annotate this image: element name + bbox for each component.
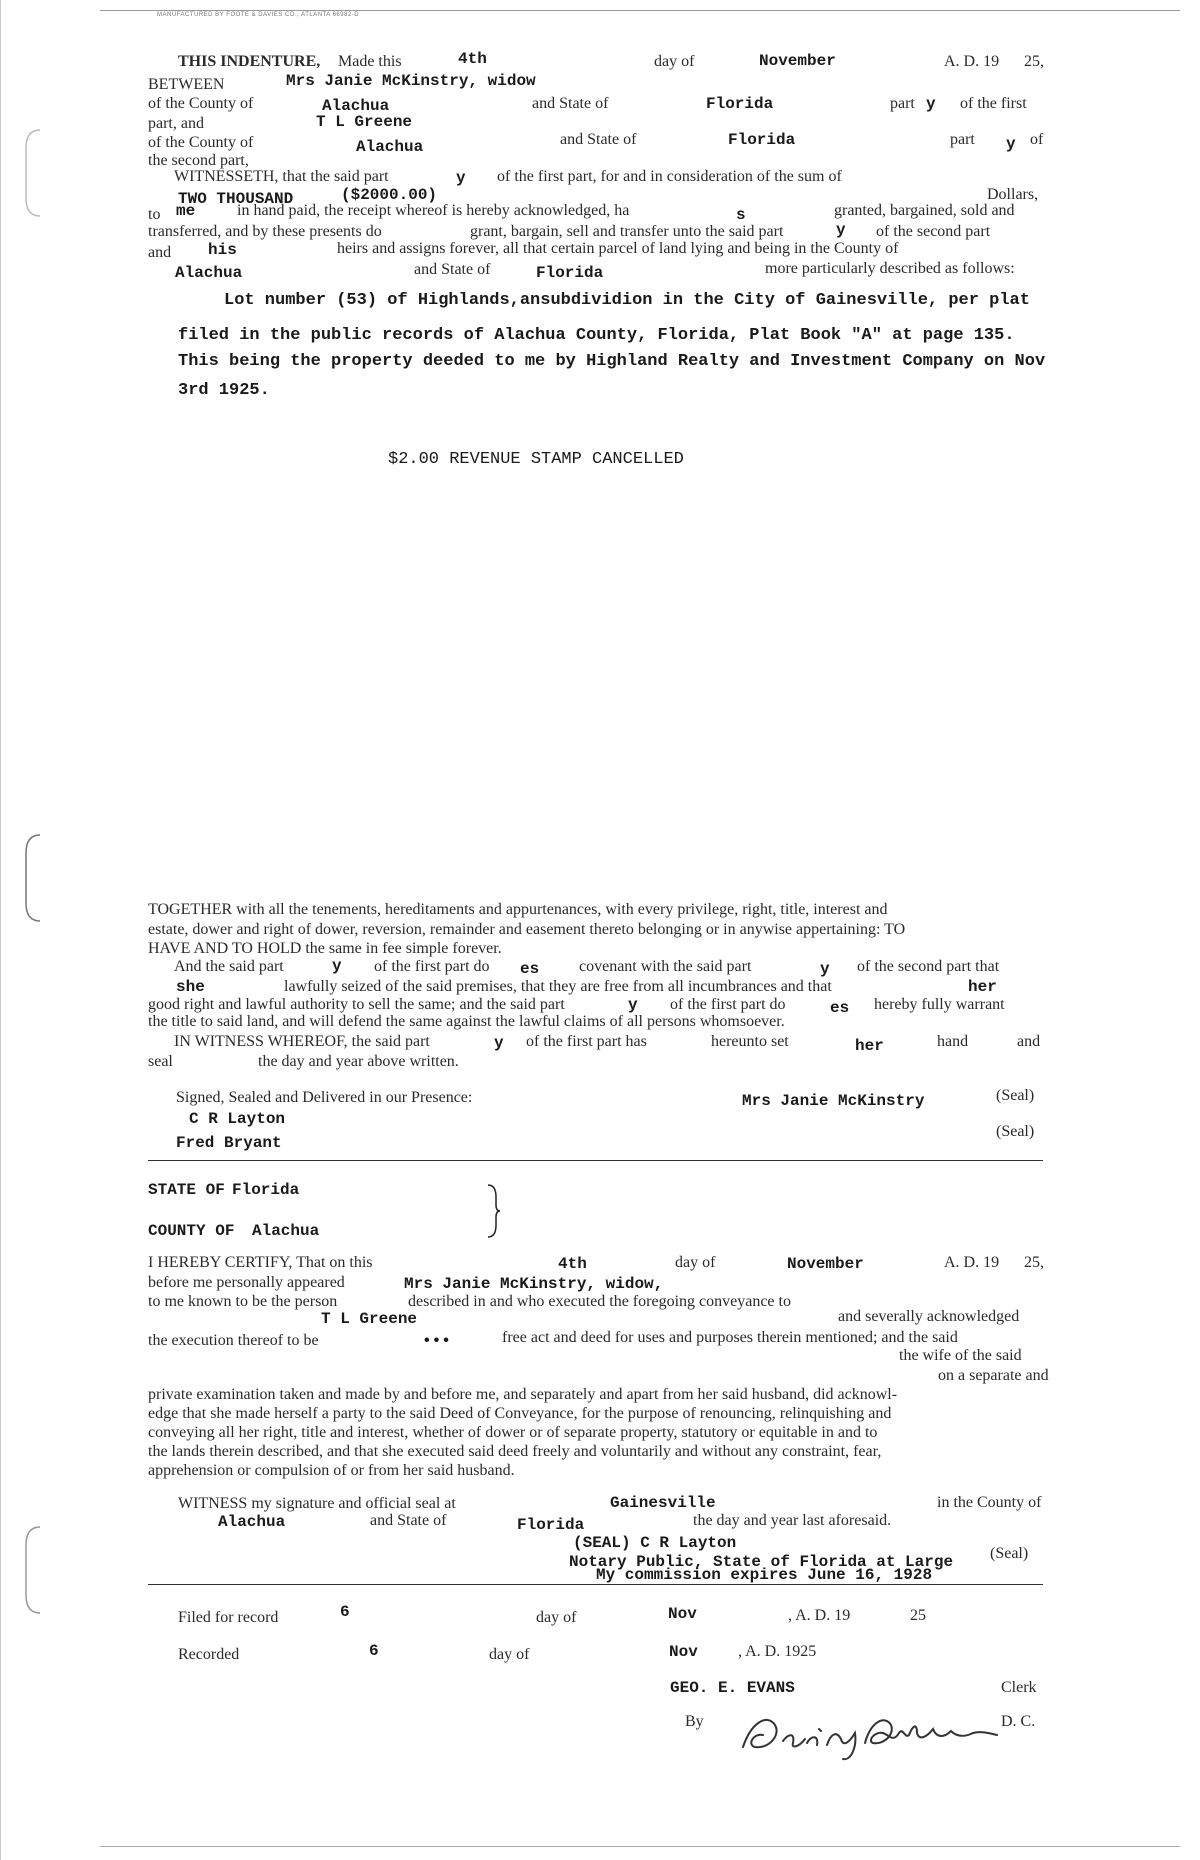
dollars-label: Dollars, xyxy=(987,186,1039,203)
top-rule xyxy=(100,10,1180,11)
witnesseth-text: WITNESSETH, that the said part xyxy=(174,168,389,185)
covenant-her: her xyxy=(968,978,997,996)
ack-day-of: day of xyxy=(675,1254,716,1271)
transferred-text: transferred, and by these presents do xyxy=(148,223,382,240)
party-suffix: y xyxy=(926,95,936,113)
unto-suffix: y xyxy=(836,221,846,239)
witness-seal-text: WITNESS my signature and official seal at xyxy=(178,1495,456,1512)
exam-line-1: private examination taken and made by and before me, and separately and apart from her said husband, did acknowl- xyxy=(148,1386,898,1403)
state-label: STATE OF xyxy=(148,1181,225,1199)
witnesseth-suffix: y xyxy=(456,169,466,187)
section-divider-2 xyxy=(148,1584,1043,1585)
title-defend-text: the title to said land, and will defend the same against the lawful claims of all persons whomsoever. xyxy=(148,1013,785,1030)
covenant-text-6: hereby fully warrant xyxy=(874,996,1005,1013)
by-label: By xyxy=(685,1713,704,1730)
together-line-2: estate, dower and right of dower, reversion, remainder and easement thereto belonging or in anywise appertaining: TO xyxy=(148,921,906,938)
free-act-text: free act and deed for uses and purposes therein mentioned; and the said xyxy=(502,1329,958,1346)
his-label: his xyxy=(208,241,237,259)
signed-sealed-label: Signed, Sealed and Delivered in our Presence: xyxy=(176,1089,473,1106)
between-label: BETWEEN xyxy=(148,76,225,93)
ack-month: November xyxy=(787,1255,864,1273)
covenant-text-1: And the said part xyxy=(174,958,284,975)
notary-title: Notary Public, State of Florida at Large xyxy=(569,1553,954,1571)
ack-year-comma: , xyxy=(1040,1254,1044,1271)
ack-day: 4th xyxy=(558,1255,587,1273)
ack-grantee-name: T L Greene xyxy=(321,1310,418,1328)
granted-text: granted, bargained, sold and xyxy=(834,202,1015,219)
filed-day-of: day of xyxy=(536,1609,577,1626)
legal-description-line-4: 3rd 1925. xyxy=(178,381,270,400)
of-label: of xyxy=(1030,131,1044,148)
county-label: COUNTY OF xyxy=(148,1222,235,1240)
grantor-state: Florida xyxy=(706,95,774,113)
witness-county: Alachua xyxy=(218,1513,286,1531)
exam-line-2: edge that she made herself a party to the said Deed of Conveyance, for the purpose of renouncing, relinquishing and xyxy=(148,1405,892,1422)
made-this-label: Made this xyxy=(338,53,402,70)
grantor-county: Alachua xyxy=(322,97,390,115)
legal-description-line-3: This being the property deeded to me by Highland Realty and Investment Company on Nov xyxy=(178,352,1046,371)
covenant-text-4: of the second part that xyxy=(857,958,1000,975)
grantor-name: Mrs Janie McKinstry, widow xyxy=(286,72,536,90)
seal-mark-1: (Seal) xyxy=(996,1087,1035,1104)
covenant-she: she xyxy=(176,978,205,996)
filed-year: 25 xyxy=(910,1607,926,1624)
sum-words: TWO THOUSAND xyxy=(178,190,294,208)
recorded-label: Recorded xyxy=(178,1646,240,1663)
separate-text: on a separate and xyxy=(938,1367,1049,1384)
notary-name: (SEAL) C R Layton xyxy=(573,1534,737,1552)
witness-whereof-text: IN WITNESS WHEREOF, the said part xyxy=(174,1033,430,1050)
exam-line-4: the lands therein described, and that she executed said deed freely and voluntarily and without any constraint, fear, xyxy=(148,1443,882,1460)
witness-city: Gainesville xyxy=(610,1494,716,1512)
state-of-label-3: and State of xyxy=(414,261,491,278)
hereunto-set-text: hereunto set xyxy=(711,1033,789,1050)
legal-description-line-1: Lot number (53) of Highlands,ansubdividion in the City of Gainesville, per plat xyxy=(224,291,1030,310)
printer-imprint: MANUFACTURED BY FOOTE & DAVIES CO., ATLANTA 66982-D xyxy=(157,12,360,18)
described-text: more particularly described as follows: xyxy=(765,260,1015,277)
deputy-clerk-signature-icon xyxy=(733,1703,1003,1763)
filed-day: 6 xyxy=(340,1603,350,1621)
notary-commission: My commission expires June 16, 1928 xyxy=(596,1566,933,1584)
part-label: part xyxy=(950,131,975,148)
recorded-year: , A. D. 1925 xyxy=(738,1643,817,1660)
county-of-label-2: of the County of xyxy=(148,134,254,151)
witness-her: her xyxy=(855,1037,884,1055)
covenant-suffix-5: es xyxy=(830,999,850,1017)
bottom-rule xyxy=(100,1846,1180,1847)
and-label-2: and xyxy=(1017,1033,1041,1050)
covenant-text-3: covenant with the said part xyxy=(579,958,752,975)
punch-hole-icon xyxy=(22,128,44,218)
exam-line-3: conveying all her right, title and interest, whether of dower or of separate property, statutory or equitable in and to xyxy=(148,1424,878,1441)
filed-month: Nov xyxy=(668,1605,697,1623)
ad-label: A. D. 19 xyxy=(944,53,1000,70)
state-of-label-2: and State of xyxy=(560,131,637,148)
ack-county: Alachua xyxy=(252,1222,320,1240)
witness-suffix: y xyxy=(494,1034,504,1052)
in-county-text: in the County of xyxy=(937,1494,1042,1511)
ack-dots: ••• xyxy=(422,1332,451,1350)
grantor-signature: Mrs Janie McKinstry xyxy=(742,1092,925,1110)
consideration-text: of the first part, for and in consideration of the sum of xyxy=(497,168,842,185)
indenture-heading: THIS INDENTURE, xyxy=(178,53,321,70)
wife-of-text: the wife of the said xyxy=(899,1347,1022,1364)
day-year-text: the day and year above written. xyxy=(258,1053,459,1070)
punch-hole-icon xyxy=(22,1525,44,1615)
covenant-suffix-4: y xyxy=(628,996,638,1014)
seal-mark-2: (Seal) xyxy=(996,1123,1035,1140)
party-label: part xyxy=(890,95,915,112)
seal-label: seal xyxy=(148,1053,173,1070)
together-line-3: HAVE AND TO HOLD the same in fee simple forever. xyxy=(148,940,502,957)
authority-text: good right and lawful authority to sell the same; and the said part xyxy=(148,996,565,1013)
together-line-1: TOGETHER with all the tenements, hereditaments and appurtenances, with every privilege, right, title, interest and xyxy=(148,901,888,918)
witness-2-name: Fred Bryant xyxy=(176,1134,282,1152)
first-part-has-text: of the first part has xyxy=(526,1033,647,1050)
receipt-text: in hand paid, the receipt whereof is hereby acknowledged, ha xyxy=(237,202,630,219)
covenant-suffix-2: es xyxy=(520,960,540,978)
covenant-text-2: of the first part do xyxy=(374,958,490,975)
covenant-suffix-3: y xyxy=(820,960,830,978)
witness-state-of: and State of xyxy=(370,1512,447,1529)
part-and-label: part, and xyxy=(148,115,204,132)
filed-label: Filed for record xyxy=(178,1609,279,1626)
last-aforesaid-text: the day and year last aforesaid. xyxy=(693,1512,892,1529)
covenant-text-5: of the first part do xyxy=(670,996,786,1013)
ack-year: 25 xyxy=(1024,1254,1040,1271)
to-me: me xyxy=(176,202,196,220)
dc-label: D. C. xyxy=(1001,1713,1036,1730)
day-of-label: day of xyxy=(654,53,695,70)
ack-ad: A. D. 19 xyxy=(944,1254,1000,1271)
revenue-stamp-note: $2.00 REVENUE STAMP CANCELLED xyxy=(388,450,684,469)
has-suffix: s xyxy=(736,206,746,224)
exam-line-5: apprehension or compulsion of or from her said husband. xyxy=(148,1462,515,1479)
grantee-name: T L Greene xyxy=(316,113,413,131)
witness-1-name: C R Layton xyxy=(189,1110,286,1128)
grantee-state: Florida xyxy=(728,131,796,149)
deed-year: 25, xyxy=(1024,53,1044,70)
recorded-day-of: day of xyxy=(489,1646,530,1663)
covenant-suffix-1: y xyxy=(332,957,342,975)
filed-ad: , A. D. 19 xyxy=(788,1607,851,1624)
recorded-day: 6 xyxy=(369,1642,379,1660)
punch-hole-icon xyxy=(22,833,44,923)
page-left-edge xyxy=(0,0,1,1860)
second-part-text: of the second part xyxy=(876,223,991,240)
witness-state: Florida xyxy=(517,1516,585,1534)
acknowledged-text: and severally acknowledged xyxy=(838,1308,1020,1325)
clerk-label: Clerk xyxy=(1001,1679,1037,1696)
clerk-name: GEO. E. EVANS xyxy=(670,1679,795,1697)
state-of-label: and State of xyxy=(532,95,609,112)
hand-label: hand xyxy=(937,1033,969,1050)
notary-seal: (Seal) xyxy=(990,1545,1029,1562)
appeared-text: before me personally appeared xyxy=(148,1274,345,1291)
first-label: of the first xyxy=(960,95,1027,112)
sum-amount: ($2000.00) xyxy=(341,186,438,204)
deed-day: 4th xyxy=(458,50,487,68)
second-part-label: the second part, xyxy=(148,152,249,169)
county-of-label: of the County of xyxy=(148,95,254,112)
ack-state: Florida xyxy=(232,1181,300,1199)
land-county: Alachua xyxy=(175,264,243,282)
and-label: and xyxy=(148,244,172,261)
deed-month: November xyxy=(759,52,836,70)
part-suffix: y xyxy=(1006,135,1016,153)
curly-bracket-icon xyxy=(486,1183,500,1239)
executed-text: described in and who executed the foregoing conveyance to xyxy=(408,1293,791,1310)
grantee-county: Alachua xyxy=(356,138,424,156)
land-state: Florida xyxy=(536,264,604,282)
legal-description-line-2: filed in the public records of Alachua County, Florida, Plat Book "A" at page 135. xyxy=(178,326,1015,345)
section-divider xyxy=(148,1160,1043,1161)
recorded-month: Nov xyxy=(669,1643,698,1661)
ack-grantor-name: Mrs Janie McKinstry, widow, xyxy=(404,1275,664,1293)
to-label: to xyxy=(148,206,161,223)
seized-text: lawfully seized of the said premises, that they are free from all incumbrances and that xyxy=(284,978,832,995)
heirs-text: heirs and assigns forever, all that certain parcel of land lying and being in the County of xyxy=(337,240,899,257)
execution-text: the execution thereof to be xyxy=(148,1332,319,1349)
certify-text: I HEREBY CERTIFY, That on this xyxy=(148,1254,373,1271)
known-person-text: to me known to be the person xyxy=(148,1293,338,1310)
grant-text: grant, bargain, sell and transfer unto the said part xyxy=(470,223,784,240)
